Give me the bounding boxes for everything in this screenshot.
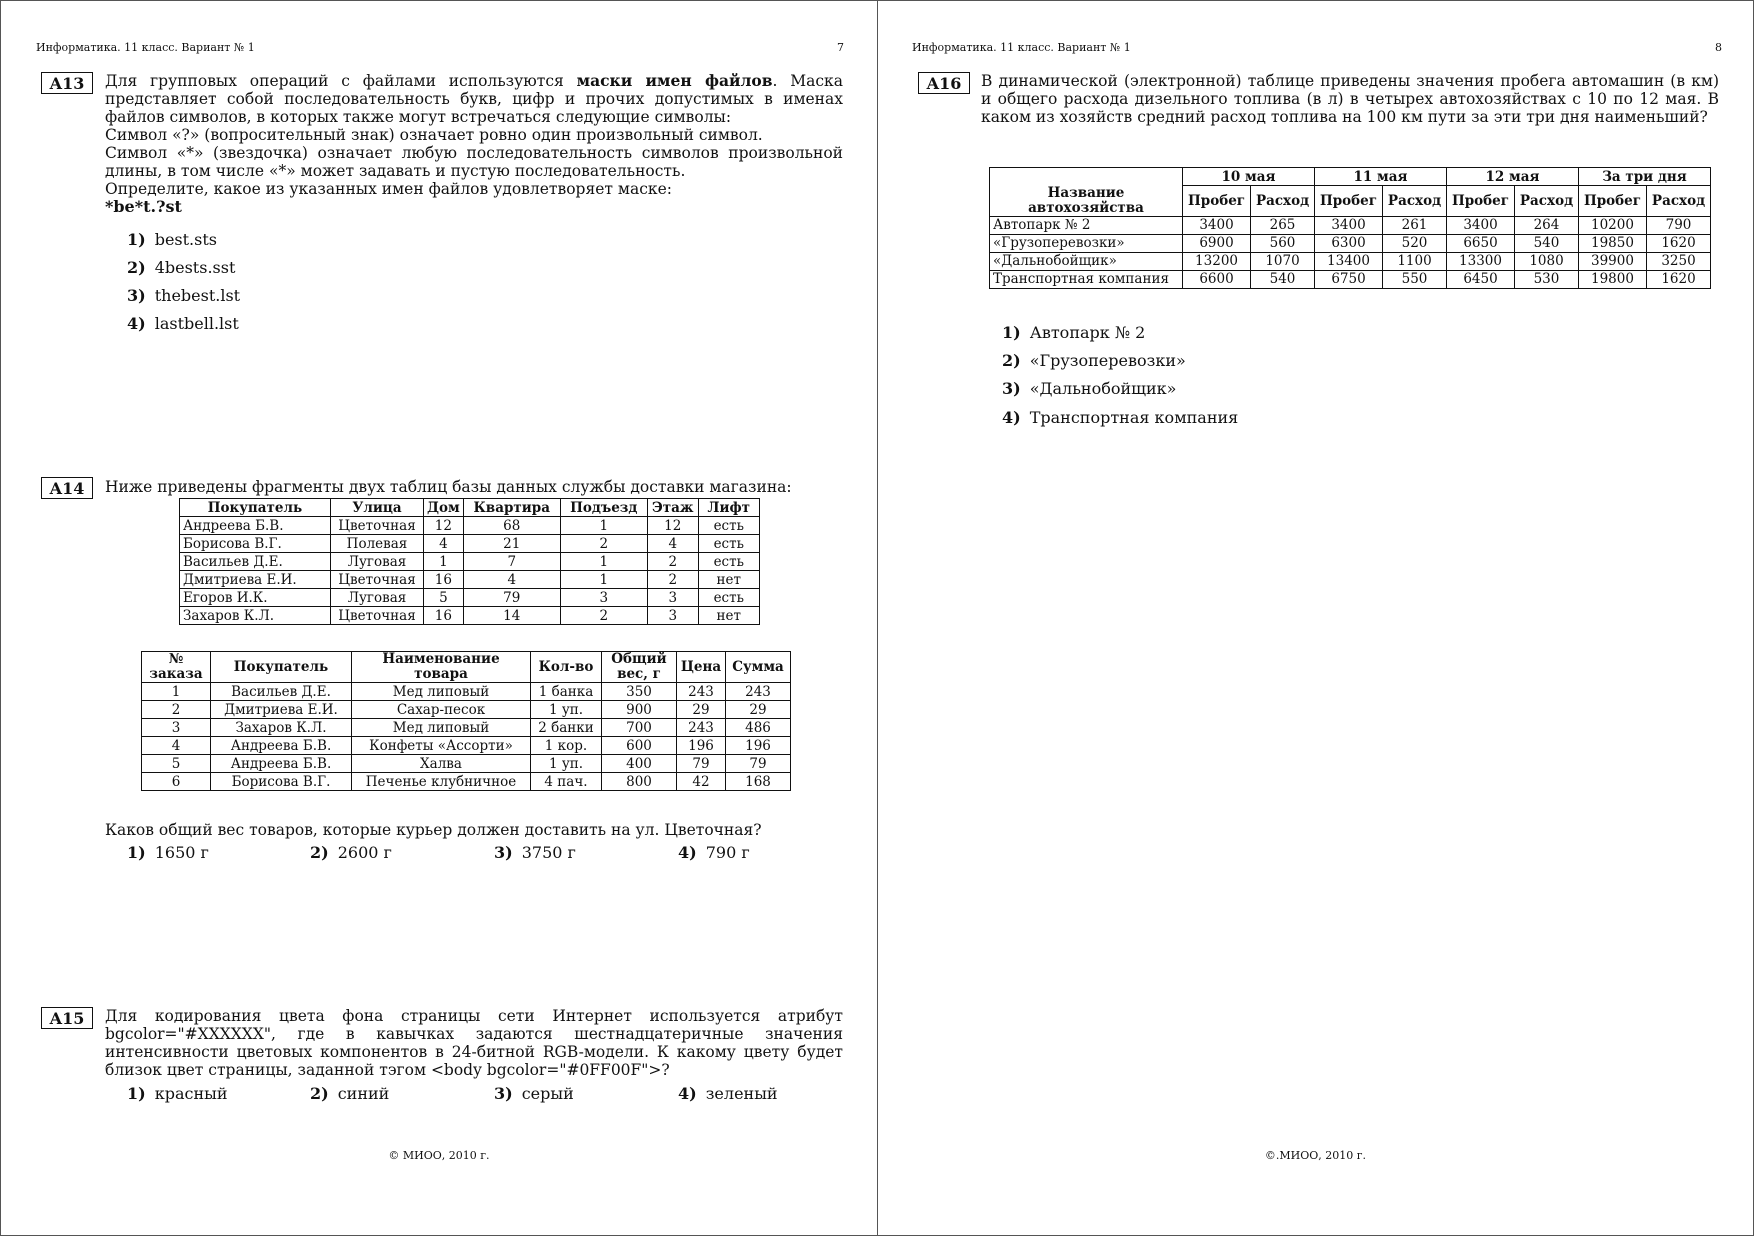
table-cell: 79 bbox=[677, 755, 726, 773]
option-number: 2) bbox=[1002, 351, 1021, 370]
table-cell: нет bbox=[698, 607, 759, 625]
table-cell: 800 bbox=[602, 773, 677, 791]
table-cell: 4 bbox=[647, 535, 698, 553]
a15-option-3[interactable] bbox=[494, 1084, 574, 1104]
option-text: красный bbox=[154, 1084, 228, 1103]
table-cell: Транспортная компания bbox=[990, 270, 1183, 288]
option-number: 2) bbox=[310, 1084, 329, 1103]
table-cell: 540 bbox=[1251, 270, 1315, 288]
table-cell: 3 bbox=[647, 589, 698, 607]
table-row bbox=[142, 737, 791, 755]
table-cell: 196 bbox=[677, 737, 726, 755]
table-cell: 68 bbox=[463, 517, 560, 535]
table-row bbox=[142, 773, 791, 791]
page-left bbox=[0, 0, 878, 1236]
table-cell: Захаров К.Л. bbox=[180, 607, 331, 625]
table-cell: 1 bbox=[142, 683, 211, 701]
a14-question: Каков общий вес товаров, которые курьер должен доставить на ул. Цветочная? bbox=[105, 821, 762, 839]
column-header: № заказа bbox=[142, 652, 211, 683]
table-cell: 16 bbox=[424, 607, 464, 625]
table-header-row bbox=[180, 499, 760, 517]
table-cell: 6900 bbox=[1183, 234, 1251, 252]
table-cell: 13200 bbox=[1183, 252, 1251, 270]
table-row bbox=[142, 701, 791, 719]
table-cell: 12 bbox=[647, 517, 698, 535]
table-cell: 265 bbox=[1251, 216, 1315, 234]
column-header: Сумма bbox=[726, 652, 791, 683]
a14-option-4[interactable] bbox=[678, 843, 750, 863]
table-cell: 42 bbox=[677, 773, 726, 791]
table-row bbox=[180, 517, 760, 535]
table-cell: Конфеты «Ассорти» bbox=[352, 737, 531, 755]
table-cell: 6300 bbox=[1314, 234, 1382, 252]
table-cell: 6450 bbox=[1446, 270, 1514, 288]
table-row bbox=[180, 607, 760, 625]
column-header: Расход bbox=[1515, 186, 1579, 217]
option-text: синий bbox=[337, 1084, 390, 1103]
table-cell: 1 bbox=[424, 553, 464, 571]
table-cell: 29 bbox=[726, 701, 791, 719]
question-text-a15: Для кодирования цвета фона страницы сети Интернет используется атрибут bgcolor="#XXXXXX", где в кавычках задаются шестнадцатеричные значения интенсивности цветовых компонентов в 24-битной RGB-модели. К какому цвету будет близок цвет страницы, заданной тэгом <body bgcolor="#0FF00F">? bbox=[105, 1007, 843, 1079]
table-row bbox=[180, 571, 760, 589]
question-label-a13: A13 bbox=[41, 72, 93, 94]
table-cell: 261 bbox=[1383, 216, 1447, 234]
table-cell: Борисова В.Г. bbox=[180, 535, 331, 553]
table-row bbox=[142, 755, 791, 773]
table-cell: Дмитриева Е.И. bbox=[180, 571, 331, 589]
table-cell: Луговая bbox=[331, 553, 424, 571]
table-cell: 486 bbox=[726, 719, 791, 737]
column-header: Квартира bbox=[463, 499, 560, 517]
table-cell: Егоров И.К. bbox=[180, 589, 331, 607]
table-cell: 6650 bbox=[1446, 234, 1514, 252]
table-cell: Луговая bbox=[331, 589, 424, 607]
table-cell: «Грузоперевозки» bbox=[990, 234, 1183, 252]
table-cell: 1 банка bbox=[531, 683, 602, 701]
option-number: 1) bbox=[127, 230, 146, 249]
table-cell: 700 bbox=[602, 719, 677, 737]
option-number: 1) bbox=[127, 843, 146, 862]
column-header: Общий вес, г bbox=[602, 652, 677, 683]
table-cell: Андреева Б.В. bbox=[211, 755, 352, 773]
table-cell: 560 bbox=[1251, 234, 1315, 252]
table-cell: 13400 bbox=[1314, 252, 1382, 270]
table-cell: Печенье клубничное bbox=[352, 773, 531, 791]
option-text: 1650 г bbox=[154, 843, 209, 862]
table-cell: 1620 bbox=[1647, 234, 1711, 252]
a13-option-4[interactable] bbox=[127, 314, 239, 334]
option-number: 4) bbox=[127, 314, 146, 333]
table-cell: 3 bbox=[647, 607, 698, 625]
a13-option-2[interactable] bbox=[127, 258, 235, 278]
option-text: 4bests.sst bbox=[154, 258, 236, 277]
table-cell: 21 bbox=[463, 535, 560, 553]
table-row bbox=[990, 216, 1711, 234]
table-row bbox=[180, 535, 760, 553]
table-cell: 1100 bbox=[1383, 252, 1447, 270]
option-text: 790 г bbox=[705, 843, 750, 862]
table-cell: Цветочная bbox=[331, 571, 424, 589]
table-cell: Сахар-песок bbox=[352, 701, 531, 719]
table-cell: 6750 bbox=[1314, 270, 1382, 288]
table-cell: Мед липовый bbox=[352, 719, 531, 737]
a13-option-1[interactable] bbox=[127, 230, 217, 250]
orders-table bbox=[141, 651, 791, 791]
table-cell: 5 bbox=[142, 755, 211, 773]
table-cell: 264 bbox=[1515, 216, 1579, 234]
table-cell: 19800 bbox=[1578, 270, 1646, 288]
a13-line-asterisk: Символ «*» (звездочка) означает любую последовательность символов произвольной длины, в том числе «*» может задавать и пустую последовательность. bbox=[105, 144, 843, 180]
column-header: Пробег bbox=[1578, 186, 1646, 217]
table-cell: 29 bbox=[677, 701, 726, 719]
a15-option-4[interactable] bbox=[678, 1084, 778, 1104]
column-header: Кол-во bbox=[531, 652, 602, 683]
table-header-row bbox=[990, 186, 1711, 217]
table-row bbox=[180, 553, 760, 571]
table-cell: есть bbox=[698, 535, 759, 553]
a16-option-2[interactable] bbox=[1002, 351, 1186, 371]
a13-option-3[interactable] bbox=[127, 286, 240, 306]
table-header-row bbox=[990, 168, 1711, 186]
table-cell: 4 bbox=[463, 571, 560, 589]
table-cell: нет bbox=[698, 571, 759, 589]
table-cell: 10200 bbox=[1578, 216, 1646, 234]
table-cell: 39900 bbox=[1578, 252, 1646, 270]
option-text: зеленый bbox=[705, 1084, 778, 1103]
option-number: 2) bbox=[310, 843, 329, 862]
a16-option-3[interactable] bbox=[1002, 379, 1176, 399]
table-cell: 243 bbox=[677, 683, 726, 701]
page-number: 8 bbox=[1715, 41, 1722, 54]
question-text-a13 bbox=[105, 72, 843, 216]
column-header: Покупатель bbox=[211, 652, 352, 683]
table-row bbox=[142, 719, 791, 737]
table-cell: 2 bbox=[142, 701, 211, 719]
table-cell: 1620 bbox=[1647, 270, 1711, 288]
table-cell: есть bbox=[698, 517, 759, 535]
table-cell: 12 bbox=[424, 517, 464, 535]
option-number: 1) bbox=[1002, 323, 1021, 342]
a13-intro-pre: Для групповых операций с файлами используются bbox=[105, 72, 577, 90]
column-header: Расход bbox=[1647, 186, 1711, 217]
page-right bbox=[877, 0, 1754, 1236]
a15-option-2[interactable] bbox=[310, 1084, 389, 1104]
table-row bbox=[990, 270, 1711, 288]
table-cell: 600 bbox=[602, 737, 677, 755]
table-cell: 400 bbox=[602, 755, 677, 773]
option-text: lastbell.lst bbox=[154, 314, 239, 333]
option-text: 3750 г bbox=[521, 843, 576, 862]
option-text: «Грузоперевозки» bbox=[1029, 351, 1186, 370]
a13-intro-bold: маски имен файлов bbox=[576, 71, 773, 90]
table-cell: 79 bbox=[726, 755, 791, 773]
table-row bbox=[180, 589, 760, 607]
a13-mask: *be*t.?st bbox=[105, 197, 182, 216]
column-header: Цена bbox=[677, 652, 726, 683]
table-cell: 1 bbox=[560, 517, 647, 535]
table-cell: 4 bbox=[142, 737, 211, 755]
table-cell: 790 bbox=[1647, 216, 1711, 234]
question-text-a14: Ниже приведены фрагменты двух таблиц базы данных службы доставки магазина: bbox=[105, 478, 792, 496]
table-cell: Дмитриева Е.И. bbox=[211, 701, 352, 719]
a16-option-4[interactable] bbox=[1002, 408, 1238, 428]
column-header: Пробег bbox=[1314, 186, 1382, 217]
table-cell: 3 bbox=[142, 719, 211, 737]
page-footer: ©.МИОО, 2010 г. bbox=[1264, 1149, 1367, 1162]
a14-option-2[interactable] bbox=[310, 843, 392, 863]
option-text: Автопарк № 2 bbox=[1029, 323, 1146, 342]
table-cell: 1 кор. bbox=[531, 737, 602, 755]
a14-option-3[interactable] bbox=[494, 843, 576, 863]
table-cell: 3400 bbox=[1183, 216, 1251, 234]
option-number: 3) bbox=[494, 843, 513, 862]
table-cell: 1080 bbox=[1515, 252, 1579, 270]
table-cell: 2 bbox=[647, 553, 698, 571]
table-cell: есть bbox=[698, 589, 759, 607]
column-header: Подъезд bbox=[560, 499, 647, 517]
question-label-a15: A15 bbox=[41, 1007, 93, 1029]
table-cell: 540 bbox=[1515, 234, 1579, 252]
table-cell: 2 bbox=[560, 607, 647, 625]
column-group-header: 12 мая bbox=[1446, 168, 1578, 186]
a16-option-1[interactable] bbox=[1002, 323, 1145, 343]
option-text: «Дальнобойщик» bbox=[1029, 379, 1177, 398]
table-row bbox=[990, 234, 1711, 252]
table-cell: 1 bbox=[560, 553, 647, 571]
table-cell: 243 bbox=[726, 683, 791, 701]
table-cell: 530 bbox=[1515, 270, 1579, 288]
customers-table bbox=[179, 498, 760, 625]
column-header: Дом bbox=[424, 499, 464, 517]
table-cell: 79 bbox=[463, 589, 560, 607]
table-cell: 16 bbox=[424, 571, 464, 589]
column-header: Расход bbox=[1383, 186, 1447, 217]
table-cell: 6 bbox=[142, 773, 211, 791]
a15-option-1[interactable] bbox=[127, 1084, 228, 1104]
table-cell: Мед липовый bbox=[352, 683, 531, 701]
question-label-a14: A14 bbox=[41, 477, 93, 499]
table-cell: 350 bbox=[602, 683, 677, 701]
table-cell: 5 bbox=[424, 589, 464, 607]
page-header: Информатика. 11 класс. Вариант № 1 bbox=[912, 41, 1131, 54]
option-text: 2600 г bbox=[337, 843, 392, 862]
table-cell: 168 bbox=[726, 773, 791, 791]
option-text: серый bbox=[521, 1084, 574, 1103]
table-cell: 196 bbox=[726, 737, 791, 755]
table-cell: 2 bbox=[560, 535, 647, 553]
table-cell: 550 bbox=[1383, 270, 1447, 288]
table-cell: 3250 bbox=[1647, 252, 1711, 270]
table-cell: 4 bbox=[424, 535, 464, 553]
table-row bbox=[142, 683, 791, 701]
option-number: 4) bbox=[1002, 408, 1021, 427]
table-cell: 1 уп. bbox=[531, 755, 602, 773]
column-header: Этаж bbox=[647, 499, 698, 517]
table-cell: Васильев Д.Е. bbox=[180, 553, 331, 571]
table-cell: Автопарк № 2 bbox=[990, 216, 1183, 234]
table-cell: 900 bbox=[602, 701, 677, 719]
column-header-empty bbox=[990, 168, 1183, 186]
table-cell: Полевая bbox=[331, 535, 424, 553]
option-number: 4) bbox=[678, 1084, 697, 1103]
table-cell: есть bbox=[698, 553, 759, 571]
option-number: 3) bbox=[127, 286, 146, 305]
column-header: Наименование товара bbox=[352, 652, 531, 683]
a13-intro-post: . Маска представляет собой последовательность букв, цифр и прочих допустимых в именах файлов символов, в которых также могут встречаться следующие символы: bbox=[105, 72, 843, 126]
table-cell: 2 банки bbox=[531, 719, 602, 737]
table-cell: 2 bbox=[647, 571, 698, 589]
column-header: Покупатель bbox=[180, 499, 331, 517]
table-cell: Цветочная bbox=[331, 517, 424, 535]
table-cell: Васильев Д.Е. bbox=[211, 683, 352, 701]
table-cell: 7 bbox=[463, 553, 560, 571]
column-header: Пробег bbox=[1446, 186, 1514, 217]
question-text-a16: В динамической (электронной) таблице приведены значения пробега автомашин (в км) и общего расхода дизельного топлива (в л) в четырех автохозяйствах с 10 по 12 мая. В каком из хозяйств средний расход топлива на 100 км пути за эти три дня наименьший? bbox=[981, 72, 1719, 126]
column-header: Пробег bbox=[1183, 186, 1251, 217]
column-group-header: 11 мая bbox=[1314, 168, 1446, 186]
table-cell: 1 bbox=[560, 571, 647, 589]
option-number: 1) bbox=[127, 1084, 146, 1103]
table-cell: Андреева Б.В. bbox=[211, 737, 352, 755]
page-header: Информатика. 11 класс. Вариант № 1 bbox=[36, 41, 255, 54]
table-cell: Борисова В.Г. bbox=[211, 773, 352, 791]
option-number: 4) bbox=[678, 843, 697, 862]
table-cell: 243 bbox=[677, 719, 726, 737]
table-cell: 1070 bbox=[1251, 252, 1315, 270]
table-cell: 3400 bbox=[1314, 216, 1382, 234]
table-header-row bbox=[142, 652, 791, 683]
option-number: 3) bbox=[1002, 379, 1021, 398]
column-header: Расход bbox=[1251, 186, 1315, 217]
table-cell: 3 bbox=[560, 589, 647, 607]
table-cell: 520 bbox=[1383, 234, 1447, 252]
table-cell: 14 bbox=[463, 607, 560, 625]
table-cell: 13300 bbox=[1446, 252, 1514, 270]
table-cell: 4 пач. bbox=[531, 773, 602, 791]
a13-line-question-mark: Символ «?» (вопросительный знак) означает ровно один произвольный символ. bbox=[105, 126, 763, 144]
table-cell: Цветочная bbox=[331, 607, 424, 625]
table-cell: Андреева Б.В. bbox=[180, 517, 331, 535]
table-cell: 19850 bbox=[1578, 234, 1646, 252]
table-cell: Халва bbox=[352, 755, 531, 773]
option-text: best.sts bbox=[154, 230, 217, 249]
table-row bbox=[990, 252, 1711, 270]
option-text: Транспортная компания bbox=[1029, 408, 1239, 427]
option-number: 3) bbox=[494, 1084, 513, 1103]
column-header: Улица bbox=[331, 499, 424, 517]
table-cell: 3400 bbox=[1446, 216, 1514, 234]
a14-option-1[interactable] bbox=[127, 843, 209, 863]
page-number: 7 bbox=[837, 41, 844, 54]
a13-line-define: Определите, какое из указанных имен файлов удовлетворяет маске: bbox=[105, 180, 672, 198]
column-header: Название автохозяйства bbox=[990, 186, 1183, 217]
table-cell: 1 уп. bbox=[531, 701, 602, 719]
table-cell: «Дальнобойщик» bbox=[990, 252, 1183, 270]
table-cell: 6600 bbox=[1183, 270, 1251, 288]
table-cell: Захаров К.Л. bbox=[211, 719, 352, 737]
column-header: Лифт bbox=[698, 499, 759, 517]
fuel-table bbox=[989, 167, 1711, 289]
option-text: thebest.lst bbox=[154, 286, 241, 305]
column-group-header: 10 мая bbox=[1183, 168, 1315, 186]
page-footer: © МИОО, 2010 г. bbox=[388, 1149, 490, 1162]
option-number: 2) bbox=[127, 258, 146, 277]
column-group-header: За три дня bbox=[1578, 168, 1710, 186]
question-label-a16: A16 bbox=[918, 72, 970, 94]
